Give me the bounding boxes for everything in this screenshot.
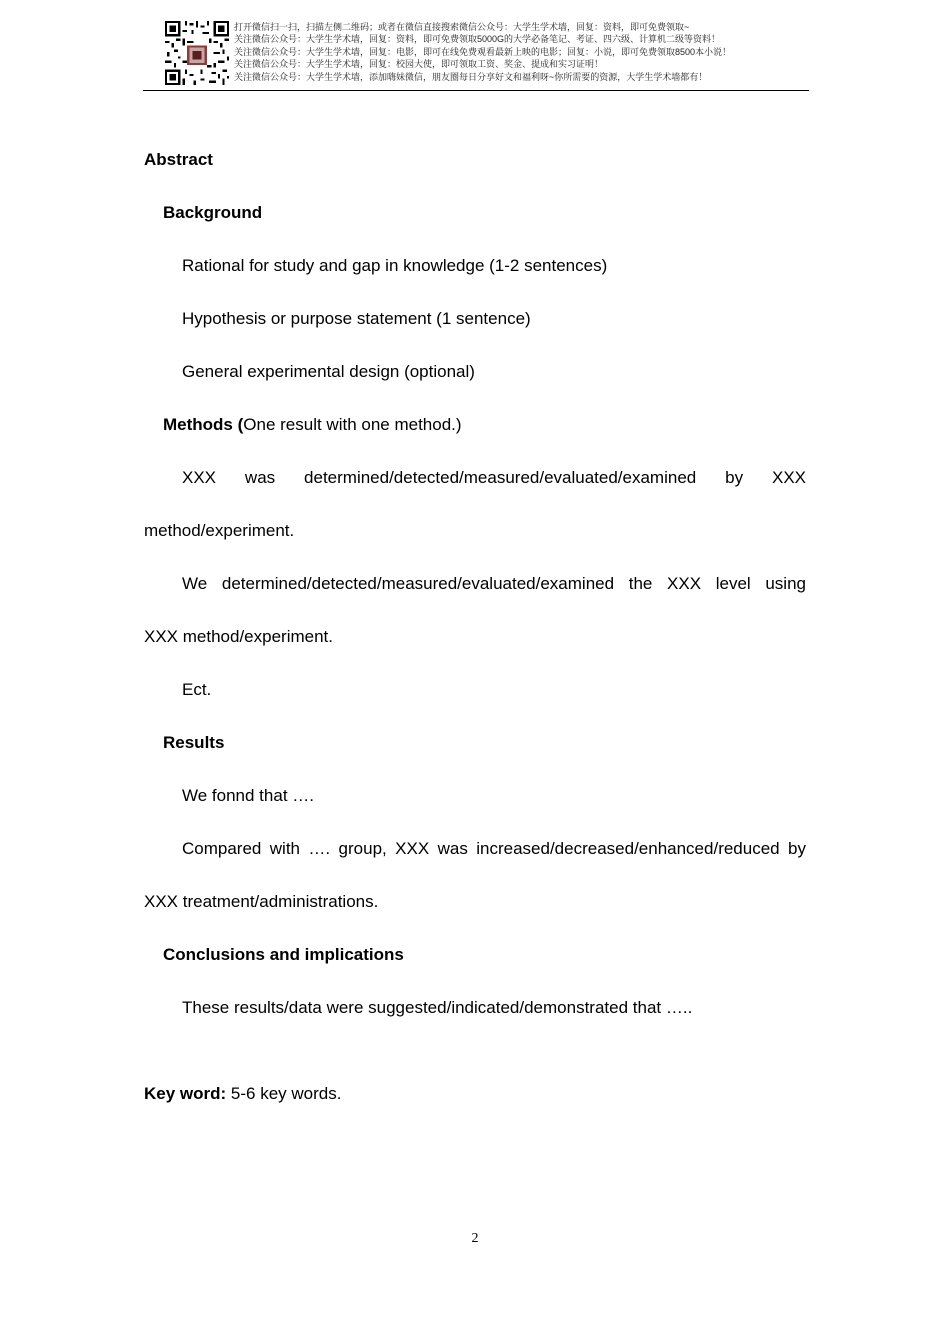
results-paragraph-line: Compared with …. group, XXX was increased/decreased/enhanced/reduced by (182, 839, 806, 858)
background-item: General experimental design (optional) (182, 362, 475, 381)
keywords (144, 1083, 341, 1105)
results-paragraph: We fonnd that …. (182, 786, 314, 805)
header-line: 打开微信扫一扫，扫描左侧二维码；或者在微信直接搜索微信公众号：大学生学术墙，回复：资料，即可免费领取~ (234, 22, 690, 32)
results-paragraph-line: XXX treatment/administrations. (144, 892, 379, 911)
keywords-label: Key word: (144, 1084, 227, 1103)
header-line: 关注微信公众号：大学生学术墙，添加嗨妹微信，朋友圈每日分享好文和福利呀~你所需要的资源，大学生学术墙都有！ (234, 71, 708, 82)
page-header (143, 18, 809, 92)
methods-heading-bold: Methods ( (163, 415, 244, 434)
qr-code-icon[interactable] (165, 21, 229, 85)
conclusions-heading: Conclusions and implications (163, 945, 404, 964)
methods-paragraph-line: method/experiment. (144, 521, 295, 540)
background-item: Hypothesis or purpose statement (1 sentence) (182, 309, 531, 328)
methods-heading (163, 414, 462, 436)
results-heading: Results (163, 733, 225, 752)
header-line: 关注微信公众号：大学生学术墙，回复：电影，即可在线免费观看最新上映的电影；回复：小说，即可免费领取8500本小说！ (234, 46, 732, 57)
header-line: 关注微信公众号：大学生学术墙，回复：校园大使，即可领取工资、奖金、提成和实习证明！ (234, 59, 604, 70)
abstract-heading: Abstract (144, 150, 213, 169)
keywords-text: 5-6 key words. (226, 1084, 342, 1103)
methods-etc: Ect. (182, 680, 212, 699)
background-item: Rational for study and gap in knowledge (1-2 sentences) (182, 256, 608, 275)
header-promo-text (234, 21, 731, 83)
page-number: 2 (471, 1231, 479, 1246)
methods-paragraph-line: We determined/detected/measured/evaluated/examined the XXX level using (182, 574, 806, 593)
header-line: 关注微信公众号：大学生学术墙，回复：资料，即可免费领取5000G的大学必备笔记、考证、四六级、计算机二级等资料！ (234, 34, 721, 45)
methods-paragraph-line: XXX method/experiment. (144, 627, 333, 646)
header-divider (143, 90, 809, 91)
conclusions-paragraph: These results/data were suggested/indicated/demonstrated that ….. (182, 998, 693, 1017)
background-heading: Background (163, 203, 263, 222)
methods-paragraph-line: XXX was determined/detected/measured/evaluated/examined by XXX (182, 468, 806, 487)
methods-heading-note: One result with one method.) (243, 415, 462, 434)
